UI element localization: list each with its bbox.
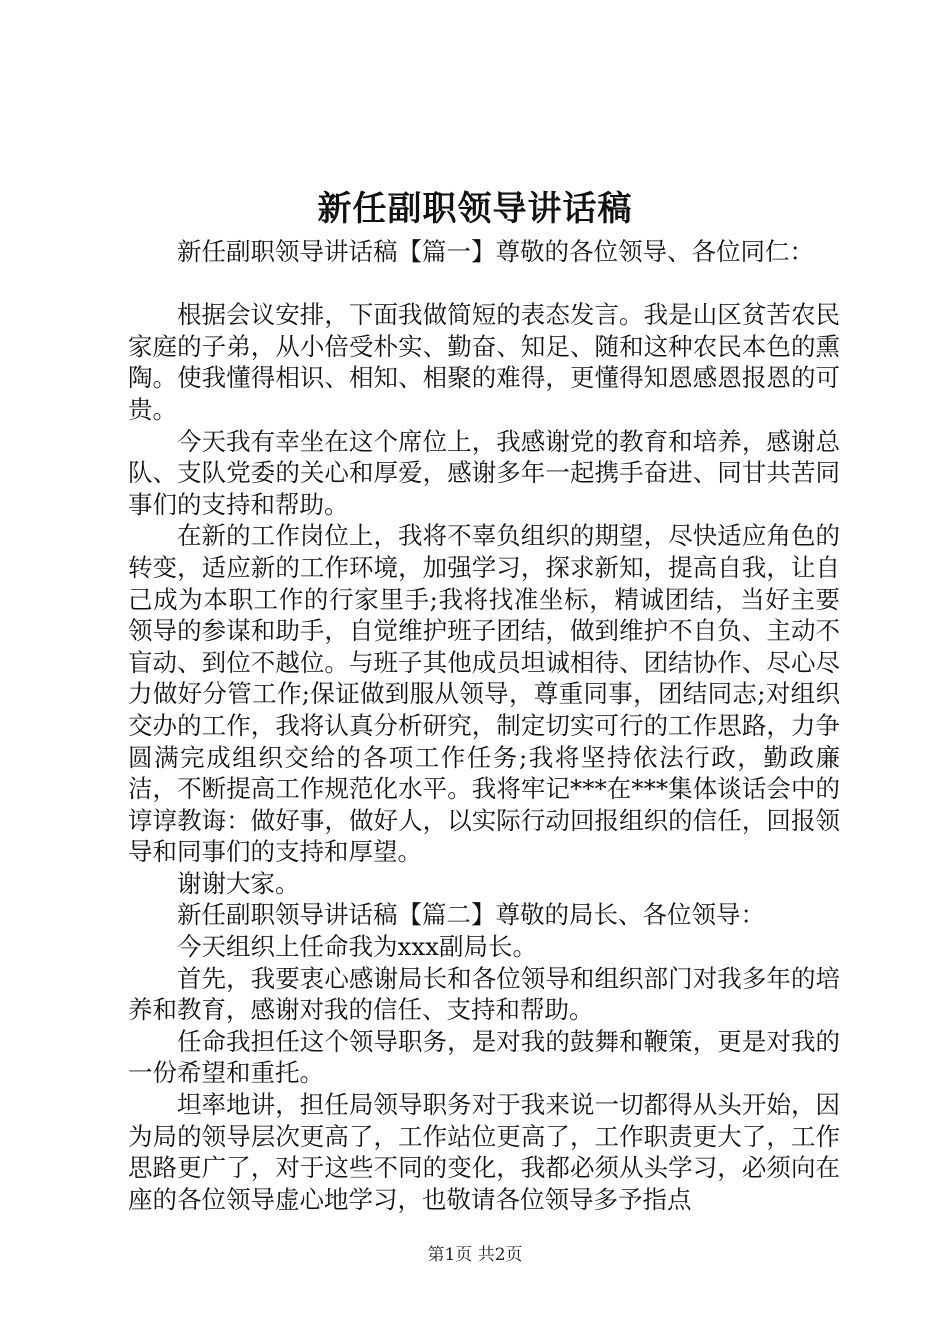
paragraph: 谢谢大家。 bbox=[177, 868, 300, 898]
paragraph: 今天组织上任命我为xxx副局长。 bbox=[177, 932, 537, 962]
paragraph: 任命我担任这个领导职务，是对我的鼓舞和鞭策，更是对我的一份希望和重托。 bbox=[128, 1026, 840, 1088]
page-number-footer: 第1页 共2页 bbox=[427, 1245, 523, 1265]
paragraph: 新任副职领导讲话稿【篇二】尊敬的局长、各位领导： bbox=[177, 900, 765, 930]
paragraph: 首先，我要衷心感谢局长和各位领导和组织部门对我多年的培养和教育，感谢对我的信任、支持和帮助。 bbox=[128, 963, 840, 1025]
document-title: 新任副职领导讲话稿 bbox=[317, 189, 633, 229]
document-body bbox=[128, 236, 840, 1215]
paragraph: 今天我有幸坐在这个席位上，我感谢党的教育和培养，感谢总队、支队党委的关心和厚爱，感谢多年一起携手奋进、同甘共苦同事们的支持和帮助。 bbox=[128, 426, 840, 519]
paragraph: 根据会议安排，下面我做简短的表态发言。我是山区贫苦农民家庭的子弟，从小倍受朴实、勤奋、知足、随和这种农民本色的熏陶。使我懂得相识、相知、相聚的难得，更懂得知恩感恩报恩的可贵。 bbox=[128, 300, 840, 424]
paragraph: 新任副职领导讲话稿【篇一】尊敬的各位领导、各位同仁： bbox=[177, 237, 814, 266]
paragraph: 在新的工作岗位上，我将不辜负组织的期望，尽快适应角色的转变，适应新的工作环境，加强学习，探求新知，提高自我，让自己成为本职工作的行家里手;我将找准坐标，精诚团结，当好主要领导的参谋和助手，自觉维护班子团结，做到维护不自负、主动不盲动、到位不越位。与班子其他成员坦诚相待、团结协作、尽心尽力做好分管工作;保证做到服从领导，尊重同事，团结同志;对组织交办的工作，我将认真分析研究，制定切实可行的工作思路，力争圆满完成组织交给的各项工作任务;我将坚持依法行政，勤政廉洁，不断提高工作规范化水平。我将牢记***在***集体谈话会中的谆谆教诲：做好事，做好人，以实际行动回报组织的信任，回报领导和同事们的支持和厚望。 bbox=[128, 521, 840, 867]
paragraph: 坦率地讲，担任局领导职务对于我来说一切都得从头开始，因为局的领导层次更高了，工作站位更高了，工作职责更大了，工作思路更广了，对于这些不同的变化，我都必须从头学习，必须向在座的各位领导虚心地学习，也敬请各位领导多予指点 bbox=[128, 1090, 840, 1214]
